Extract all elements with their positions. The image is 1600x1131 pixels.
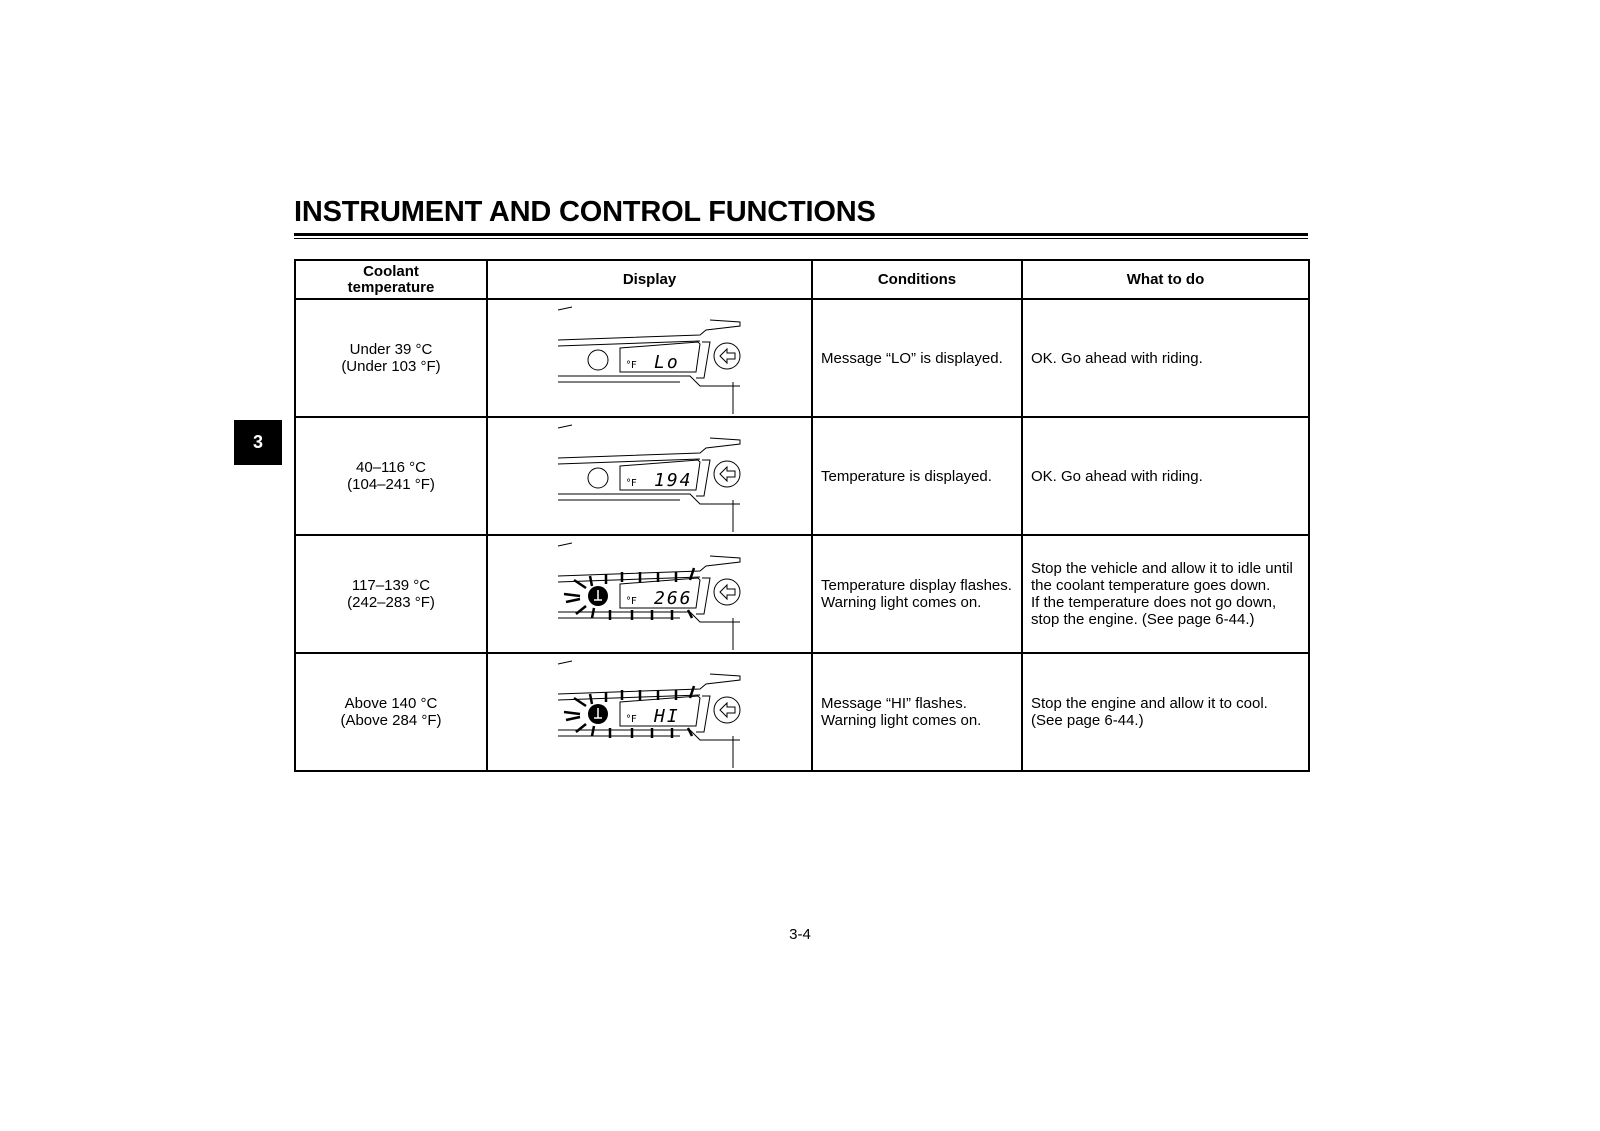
action-line: OK. Go ahead with riding. [1031,349,1203,367]
column-header-coolant-temperature [295,260,487,299]
temperature-fahrenheit: (Above 284 °F) [340,712,442,729]
flash-ray [590,694,592,704]
column-header-display: Display [487,260,812,299]
temperature-celsius: 117–139 °C [351,577,431,594]
lcd-display-illustration [550,538,750,650]
arrow-left-icon [720,703,735,717]
condition-line: Warning light comes on. [821,712,982,729]
table-row [295,535,1309,653]
coolant-temperature-cell [295,653,487,771]
title-rule-thin [294,238,1308,239]
conditions-cell [812,299,1022,417]
housing-lower-outline [558,494,740,504]
lcd-display-illustration [550,420,750,532]
condition-line: Message “HI” flashes. [821,695,967,712]
display-illustration-cell [487,299,812,417]
housing-line [558,543,572,546]
flash-ray [590,576,592,586]
page-number: 3-4 [789,926,811,943]
lcd-display-illustration [550,656,750,768]
housing-line [558,425,572,428]
lcd-value: Lo [653,352,680,373]
lcd-value: 194 [653,470,693,491]
title-rule [294,233,1308,236]
what-to-do-cell [1022,535,1309,653]
table-header-row [295,260,1309,299]
table-row [295,653,1309,771]
lcd-unit: °F [625,596,637,607]
conditions-cell [812,417,1022,535]
arrow-button-ring [714,697,740,723]
page-title: INSTRUMENT AND CONTROL FUNCTIONS [294,196,876,228]
lcd-value: HI [653,706,680,727]
chapter-tab: 3 [234,420,282,465]
housing-upper-outline [558,438,740,458]
condition-line: Temperature display flashes. [821,577,1012,594]
condition-line: Message “LO” is displayed. [821,349,1003,367]
arrow-button-ring [714,579,740,605]
conditions-cell [812,535,1022,653]
lcd-display-illustration [550,302,750,414]
housing-upper-outline [558,320,740,340]
housing-lower-outline [558,730,740,740]
action-line: OK. Go ahead with riding. [1031,467,1203,485]
flash-ray [592,726,594,736]
coolant-temperature-cell [295,535,487,653]
temperature-fahrenheit: (104–241 °F) [347,476,435,493]
housing-lower-outline [558,612,740,622]
coolant-temperature-cell [295,299,487,417]
display-illustration-cell [487,653,812,771]
warning-light-off [588,350,608,370]
flash-ray [564,712,580,714]
housing-upper-outline [558,556,740,576]
flash-ray [566,599,580,602]
action-line: Stop the vehicle and allow it to idle until [1031,560,1293,577]
coolant-temperature-table [294,259,1310,772]
temperature-fahrenheit: (242–283 °F) [347,594,435,611]
temperature-celsius: Under 39 °C [349,341,433,358]
column-header-conditions: Conditions [812,260,1022,299]
action-line: Stop the engine and allow it to cool. [1031,695,1268,712]
temperature-celsius: 40–116 °C [356,459,426,476]
flash-ray [576,724,586,732]
arrow-left-icon [720,467,735,481]
display-illustration-cell [487,535,812,653]
condition-line: Temperature is displayed. [821,467,992,485]
arrow-left-icon [720,349,735,363]
condition-line: Warning light comes on. [821,594,982,611]
lcd-unit: °F [625,478,637,489]
what-to-do-cell [1022,417,1309,535]
coolant-temperature-cell [295,417,487,535]
action-line: If the temperature does not go down, [1031,594,1277,611]
header-line: temperature [347,278,435,296]
housing-lower-outline [558,376,740,386]
arrow-button-ring [714,343,740,369]
action-line: (See page 6-44.) [1031,712,1144,729]
header-line: Coolant [363,262,419,280]
housing-upper-outline [558,674,740,694]
table-row [295,299,1309,417]
housing-line [558,661,572,664]
flash-ray [566,717,580,720]
flash-ray [576,606,586,614]
lcd-unit: °F [625,360,637,371]
action-line: the coolant temperature goes down. [1031,577,1271,594]
lcd-unit: °F [625,714,637,725]
flash-ray [564,594,580,596]
conditions-cell [812,653,1022,771]
display-illustration-cell [487,417,812,535]
temperature-fahrenheit: (Under 103 °F) [341,358,441,375]
arrow-button-ring [714,461,740,487]
what-to-do-cell [1022,653,1309,771]
what-to-do-cell [1022,299,1309,417]
flash-ray [592,608,594,618]
table-row [295,417,1309,535]
column-header-what-to-do: What to do [1022,260,1309,299]
action-line: stop the engine. (See page 6-44.) [1031,611,1255,628]
lcd-value: 266 [653,588,693,609]
housing-line [558,307,572,310]
temperature-celsius: Above 140 °C [344,695,438,712]
arrow-left-icon [720,585,735,599]
warning-light-off [588,468,608,488]
